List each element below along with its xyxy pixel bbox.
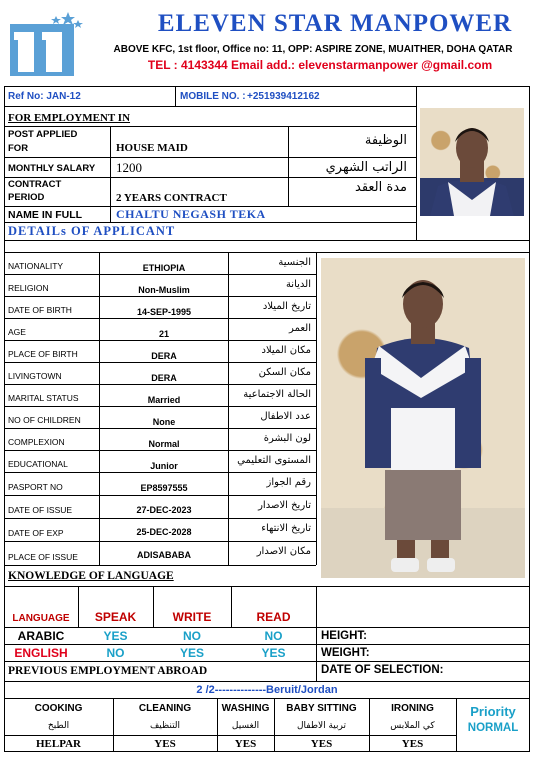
row-label: RELIGION — [8, 283, 49, 293]
skill-ironing-ar: كي الملابس — [390, 721, 435, 731]
skill-washing-value: YES — [234, 738, 257, 750]
mobile-label: MOBILE NO. : — [180, 90, 246, 102]
skill-baby-sitting-value: YES — [310, 738, 333, 750]
divider — [4, 106, 416, 107]
row-arabic: رقم الجواز — [266, 476, 311, 488]
divider — [110, 126, 111, 222]
skill-cleaning-ar: التنظيف — [149, 721, 181, 731]
lang-header-language: LANGUAGE — [12, 612, 70, 624]
row-label: AGE — [8, 327, 26, 337]
skill-baby-sitting: BABY SITTING — [286, 702, 357, 714]
contract-value: 2 YEARS CONTRACT — [116, 191, 227, 204]
row-value: DERA — [151, 373, 177, 383]
row-arabic: الديانة — [285, 278, 311, 290]
row-value: Non-Muslim — [138, 285, 190, 295]
contract-arabic: مدة العقد — [355, 179, 407, 195]
salary-arabic: الراتب الشهري — [325, 159, 407, 175]
skill-washing: WASHING — [221, 702, 270, 714]
row-value: 25-DEC-2028 — [136, 527, 192, 537]
arabic-speak: YES — [103, 629, 128, 643]
skill-cleaning: CLEANING — [138, 702, 192, 714]
company-address: ABOVE KFC, 1st floor, Office no: 11, OPP: ASPIRE ZONE, MUAITHER, DOHA QATAR — [113, 44, 513, 55]
name-label: NAME IN FULL — [8, 209, 83, 221]
applicant-name: CHALTU NEGASH TEKA — [116, 206, 266, 221]
row-arabic: تاريخ الانتهاء — [261, 522, 311, 534]
row-arabic: تاريخ الميلاد — [262, 300, 311, 312]
divider — [288, 126, 289, 206]
details-table — [4, 253, 316, 565]
selection-label: DATE OF SELECTION: — [321, 664, 444, 676]
row-value: Married — [147, 395, 181, 405]
company-contact: TEL : 4143344 Email add.: elevenstarmanpower @gmail.com — [147, 58, 493, 72]
post-arabic: الوظيفة — [364, 132, 407, 148]
table-row — [4, 385, 316, 407]
divider — [4, 240, 530, 241]
skill-ironing: IRONING — [391, 702, 434, 714]
table-row — [4, 297, 316, 319]
applicant-photo-full — [321, 258, 525, 578]
row-arabic: مكان الاصدار — [256, 545, 311, 557]
row-arabic: لون البشرة — [263, 432, 311, 444]
previous-employment-value: 2 /2--------------Beruit/Jordan — [196, 684, 338, 696]
table-row — [4, 363, 316, 385]
table-row — [4, 519, 316, 542]
table-row — [4, 341, 316, 363]
row-label: PASPORT NO — [8, 482, 63, 492]
row-label: COMPLEXION — [8, 437, 65, 447]
lang-header-speak: SPEAK — [94, 610, 137, 624]
table-row — [4, 429, 316, 451]
lang-header-write: WRITE — [172, 610, 212, 624]
contract-label-2: PERIOD — [8, 192, 45, 203]
row-arabic: تاريخ الاصدار — [258, 499, 311, 511]
row-label: NATIONALITY — [8, 261, 64, 271]
row-value: DERA — [151, 351, 177, 361]
divider — [316, 587, 317, 661]
skill-cooking-ar: الطبخ — [47, 721, 70, 731]
row-label: DATE OF EXP — [8, 528, 64, 538]
table-row — [4, 319, 316, 341]
details-rows — [4, 253, 316, 565]
table-row — [4, 473, 316, 496]
row-value: 27-DEC-2023 — [136, 505, 192, 515]
row-value: EP8597555 — [140, 483, 188, 493]
row-label: PLACE OF ISSUE — [8, 552, 78, 562]
height-label: HEIGHT: — [321, 630, 367, 642]
priority-label: Priority — [470, 703, 516, 719]
arabic-read: NO — [264, 629, 283, 643]
salary-value: 1200 — [116, 160, 142, 175]
english-write: YES — [179, 646, 204, 660]
row-value: ETHIOPIA — [142, 263, 186, 273]
post-label-2: FOR — [8, 142, 29, 154]
applicant-photo-small — [420, 108, 524, 216]
previous-title: PREVIOUS EMPLOYMENT ABROAD — [8, 665, 208, 677]
skill-cleaning-value: YES — [154, 738, 176, 750]
divider — [4, 126, 416, 127]
priority-value: NORMAL — [467, 722, 519, 734]
row-label: DATE OF BIRTH — [8, 305, 72, 315]
table-row — [4, 253, 316, 275]
row-arabic: مكان الميلاد — [261, 344, 311, 356]
row-label: DATE OF ISSUE — [8, 505, 73, 515]
divider — [316, 253, 317, 565]
row-arabic: المستوى التعليمي — [237, 454, 311, 466]
employment-title: FOR EMPLOYMENT IN — [8, 112, 131, 124]
table-row — [4, 496, 316, 519]
table-row — [4, 407, 316, 429]
row-arabic: العمر — [289, 322, 311, 334]
row-arabic: الجنسية — [278, 256, 311, 268]
mobile-value: +251939412162 — [247, 90, 320, 102]
row-value: 14-SEP-1995 — [136, 307, 192, 317]
row-label: NO OF CHILDREN — [8, 415, 81, 425]
row-label: MARITAL STATUS — [8, 393, 79, 403]
salary-label: MONTHLY SALARY — [8, 162, 96, 174]
table-row — [4, 275, 316, 297]
row-label: PLACE OF BIRTH — [8, 349, 78, 359]
divider — [4, 661, 530, 662]
weight-label: WEIGHT: — [321, 647, 370, 659]
row-value: 21 — [158, 329, 169, 339]
divider — [316, 661, 317, 681]
row-arabic: مكان السكن — [258, 366, 311, 378]
english-read: YES — [261, 646, 286, 660]
row-label: EDUCATIONAL — [8, 459, 68, 469]
skill-baby-sitting-ar: تربية الاطفال — [296, 721, 346, 731]
english-speak: NO — [106, 646, 125, 660]
company-name: ELEVEN STAR MANPOWER — [157, 10, 513, 37]
contract-label: CONTRACT — [8, 178, 62, 190]
row-arabic: الحالة الاجتماعية — [243, 388, 311, 400]
divider — [416, 86, 417, 240]
divider — [4, 565, 316, 566]
divider — [4, 586, 530, 587]
language-title: KNOWLEDGE OF LANGUAGE — [8, 570, 174, 582]
row-value: ADISABABA — [137, 550, 191, 560]
skill-ironing-value: YES — [401, 738, 424, 750]
lang-english: ENGLISH — [14, 646, 68, 660]
skill-cooking-value: HELPAR — [35, 738, 82, 750]
row-value: Normal — [148, 439, 180, 449]
skill-washing-ar: الغسيل — [231, 721, 260, 731]
ref-number: Ref No: JAN-12 — [8, 90, 81, 102]
row-value: Junior — [150, 461, 178, 471]
company-logo — [8, 10, 86, 78]
lang-header-read: READ — [256, 610, 291, 624]
post-value: HOUSE MAID — [116, 142, 188, 154]
skill-cooking: COOKING — [34, 702, 83, 714]
divider — [4, 698, 530, 699]
arabic-write: NO — [183, 629, 201, 643]
row-value: None — [152, 417, 176, 427]
lang-arabic: ARABIC — [17, 629, 65, 643]
row-arabic: عدد الاطفال — [260, 410, 311, 422]
row-label: LIVINGTOWN — [8, 371, 62, 381]
table-row — [4, 451, 316, 473]
divider — [175, 86, 176, 106]
post-label: POST APPLIED — [8, 128, 78, 140]
table-row — [4, 542, 316, 565]
details-title: DETAILs OF APPLICANT — [8, 224, 176, 238]
